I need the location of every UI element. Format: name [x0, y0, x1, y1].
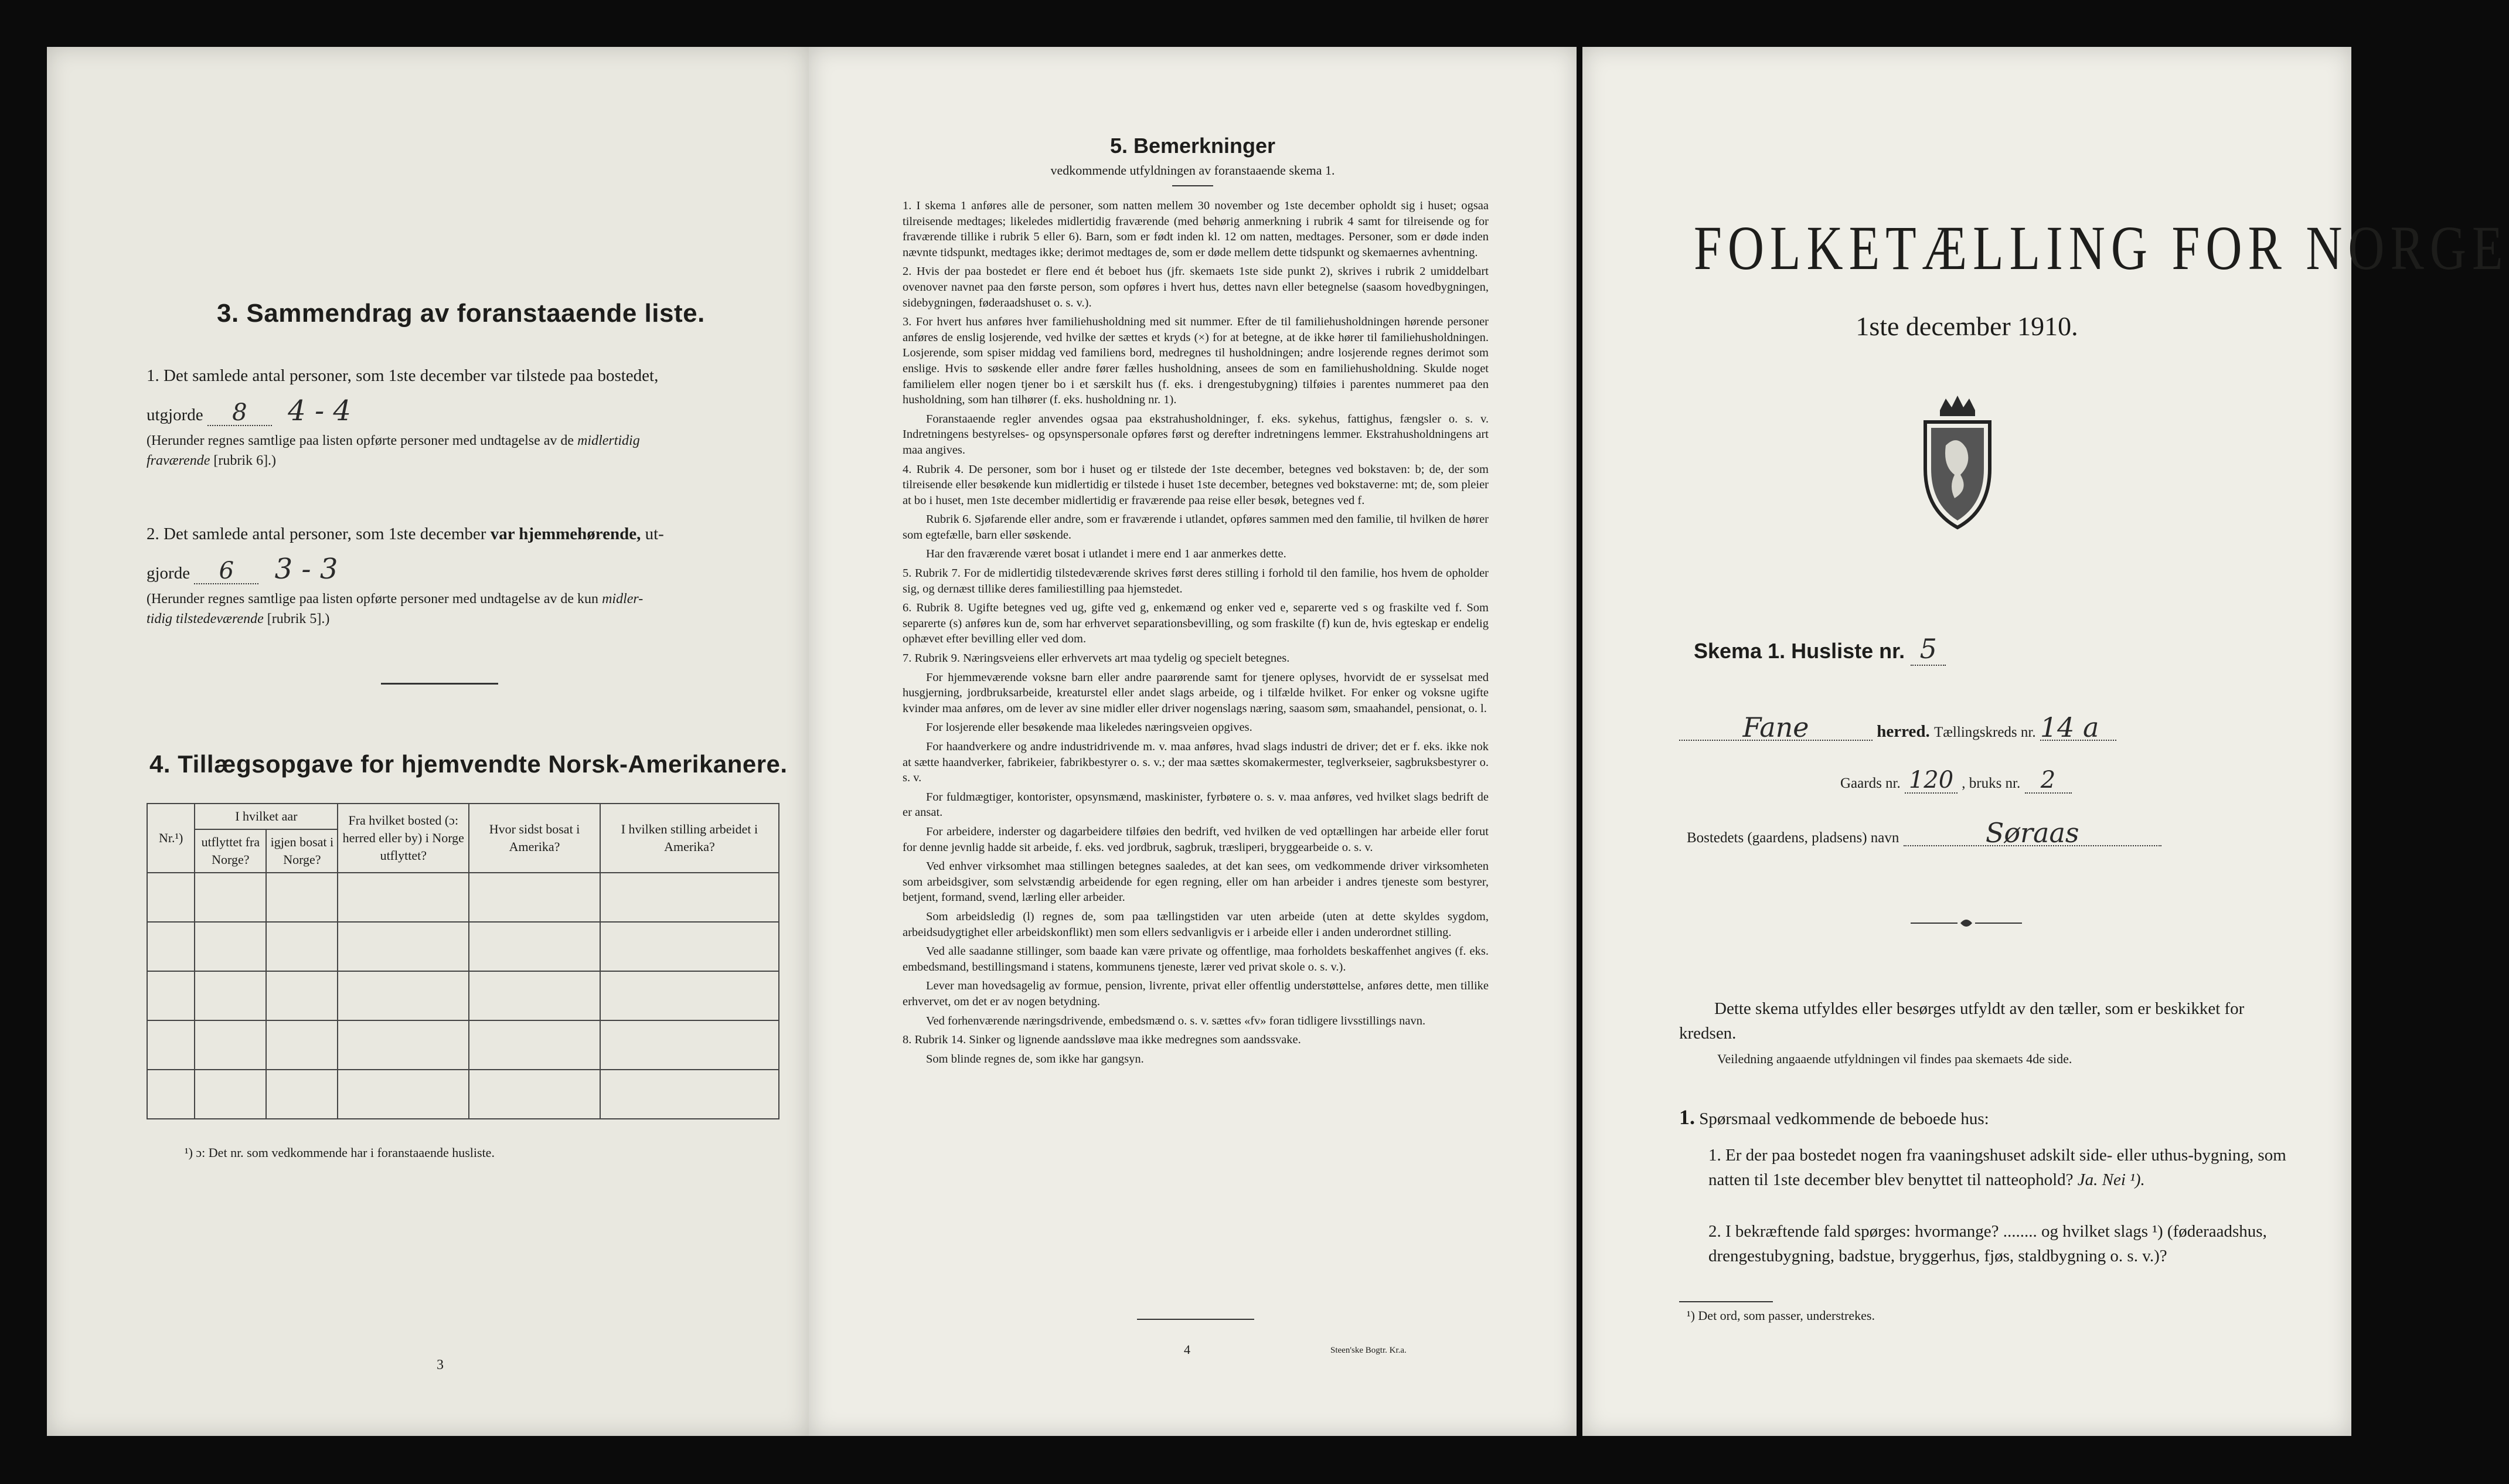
page-number: 3: [437, 1357, 444, 1373]
census-date: 1ste december 1910.: [1856, 311, 2078, 341]
gaards-label: Gaards nr.: [1840, 775, 1901, 791]
divider: [381, 683, 498, 685]
col-emigrated: utflyttet fra Norge?: [195, 829, 266, 873]
remark-7g: Ved enhver virksomhet maa stillingen betegnes saaledes, at det kan sees, om vedkommende driver virksomheten som arbeidsgiver, som selvstændig arbeidende for egen regning, eller om han arbeider i andres tjeneste som bestyrer, betjent, formand, svend, lærling eller arbeider.: [903, 860, 1489, 904]
item1-note-b: midlertidig: [577, 433, 640, 448]
remark-7k: Ved forhenværende næringsdrivende, embedsmænd o. s. v. sættes «fv» foran tidligere livsstillings navn.: [926, 1014, 1426, 1027]
item1-prefix: utgjorde: [147, 406, 203, 424]
question-1-answer: Ja. Nei ¹).: [2077, 1170, 2145, 1189]
item1-note-c: fraværende: [147, 453, 210, 468]
item2-handwritten-split: 3 - 3: [274, 553, 338, 586]
bosted-handwritten: Søraas: [1904, 821, 2161, 846]
item2-text-a: 2. Det samlede antal personer, som 1ste december: [147, 525, 486, 543]
table-row: [147, 922, 779, 971]
intro-small: Veiledning angaaende utfyldningen vil findes paa skemaets 4de side.: [1717, 1051, 2072, 1066]
remark-7b: For hjemmeværende voksne barn eller andre paarørende samt for tjenere oplyses, hvorvidt de er sysselsat med husgjerning, jordbruksarbeide, kreaturstel eller andet slags arbeide, og i tilfælde hvilket. For enker og voksne ugifte kvinder maa anføres, om de lever av sine midler eller driver nogenslags næring, saasom søm, smaahandel, pensionat, o. l.: [903, 670, 1489, 715]
item2: [147, 522, 791, 629]
col-from-place: Fra hvilket bosted (ɔ: herred eller by) i Norge utflyttet?: [338, 804, 469, 873]
section4-title: 4. Tillægsopgave for hjemvendte Norsk-Amerikanere.: [149, 750, 788, 778]
right-footnote: ¹) Det ord, som passer, understrekes.: [1687, 1308, 1875, 1323]
bruks-label: , bruks nr.: [1962, 775, 2021, 791]
coat-of-arms-icon: [1914, 387, 2001, 533]
remarks-body: [903, 198, 1489, 1070]
item1-handwritten-count: 8: [207, 400, 272, 426]
kreds-handwritten: 14 a: [2040, 715, 2116, 741]
remark-7: 7. Rubrik 9. Næringsveiens eller erhvervets art maa tydelig og specielt betegnes.: [903, 652, 1290, 665]
item2-prefix: gjorde: [147, 564, 190, 583]
remark-7e: For fuldmægtiger, kontorister, opsynsmænd, maskinister, fyrbøtere o. s. v. maa anføres, ved hvilket slags bedrift de er ansat.: [903, 790, 1489, 819]
kreds-label: Tællingskreds nr.: [1933, 724, 2036, 740]
gaards-line: [1840, 768, 2072, 796]
item1: [147, 363, 791, 471]
remarks-subtitle: vedkommende utfyldningen av foranstaaende skema 1.: [1050, 163, 1335, 178]
end-divider: [1137, 1319, 1254, 1320]
question-heading-number: 1.: [1679, 1105, 1695, 1129]
item2-note-d: [rubrik 5].): [267, 611, 330, 627]
table-row: [147, 1020, 779, 1070]
remark-1: 1. I skema 1 anføres alle de personer, som natten mellem 30 november og 1ste december opholdt sig i huset; ogsaa tilreisende medtages; likeledes midlertidig fraværende (med behørig anmerkning i rubrik 4 samt for tilreisende og for fraværende tillike i rubrik 5 eller 6). Barn, som er født inden kl. 12 om natten, medtages. Personer, som er døde inden nævnte tidspunkt, medtages ikke; derimot medtages de, som er døde mellem dette tidspunkt og skemaernes avhentning.: [903, 199, 1489, 259]
herred-line: [1679, 712, 2324, 745]
census-title: FOLKETÆLLING FOR NORGE: [1694, 212, 2509, 283]
printer-mark: Steen'ske Bogtr. Kr.a.: [1330, 1346, 1407, 1355]
schema-label: Skema 1. Husliste nr.: [1694, 639, 1905, 663]
col-last-residence: Hvor sidst bosat i Amerika?: [469, 804, 600, 873]
item2-handwritten-count: 6: [194, 559, 258, 584]
bosted-label: Bostedets (gaardens, pladsens) navn: [1687, 830, 1899, 846]
remark-2: 2. Hvis der paa bostedet er flere end ét beboet hus (jfr. skemaets 1ste side punkt 2), skrives i rubrik 2 umiddelbart ovenover navnet paa den første person, som opføres i hvert hus, dettes navn eller betegnelse (saasom hovedbygningen, sidebygningen, føderaadshuset o. s. v.).: [903, 265, 1489, 309]
remark-7i: Ved alle saadanne stillinger, som baade kan være private og offentlige, maa forholdets beskaffenhet angives (f. eks. embedsmand, bestillingsmand i statens, kommunens tjeneste, lærer ved privat skole o. s. v.).: [903, 945, 1489, 974]
remark-4c: Har den fraværende været bosat i utlandet i mere end 1 aar anmerkes dette.: [926, 547, 1286, 561]
col-position: I hvilken stilling arbeidet i Amerika?: [600, 804, 779, 873]
col-group-year: I hvilket aar: [195, 804, 338, 829]
remarks-title: 5. Bemerkninger: [1109, 134, 1276, 158]
item1-note-d: [rubrik 6].): [213, 453, 277, 468]
remark-7c: For losjerende eller besøkende maa likeledes næringsveien opgives.: [926, 721, 1252, 734]
question-heading: [1679, 1105, 1989, 1131]
table-row: [147, 971, 779, 1020]
herred-handwritten: Fane: [1679, 715, 1873, 741]
herred-label: herred.: [1877, 722, 1930, 741]
husliste-number-handwritten: 5: [1911, 633, 1946, 666]
item2-text-c: ut-: [645, 525, 664, 543]
remark-7d: For haandverkere og andre industridrivende m. v. maa anføres, hvad slags industri de driver; det er f. eks. ikke nok at sætte haandverker, fabrikeier, fabrikbestyrer o. s. v.; der maa sættes skomakermester, teglverkseier, sagbruksbestyrer o. s. v.: [903, 740, 1489, 785]
footnote-divider: [1679, 1301, 1773, 1302]
item2-text-b: var hjemmehørende,: [490, 525, 641, 543]
remark-8b: Som blinde regnes de, som ikke har gangsyn.: [926, 1052, 1144, 1066]
bruks-handwritten: 2: [2025, 768, 2072, 794]
remark-4: 4. Rubrik 4. De personer, som bor i huset og er tilstede der 1ste december, betegnes ved bokstaven: b; de, der som tilreisende eller besøkende kun midlertidig er tilstede i huset 1ste december, betegnes ved bokstaverne: mt; de, som pleier at bo i huset, men 1ste december midlertidig er fraværende paa reise eller besøk, betegnes ved f.: [903, 462, 1489, 507]
remark-7h: Som arbeidsledig (l) regnes de, som paa tællingstiden var uten arbeide (uten at dette skyldes sygdom, arbeidsudygtighet eller arbeidskonflikt) men som ellers sedvanligvis er i arbeide eller i anden underordnet stilling.: [903, 910, 1489, 939]
table-row: [147, 873, 779, 922]
item1-text: 1. Det samlede antal personer, som 1ste december var tilstede paa bostedet,: [147, 366, 659, 385]
item2-note-c: tidig tilstedeværende: [147, 611, 264, 627]
title-divider: [1172, 185, 1213, 186]
item2-note-a: (Herunder regnes samtlige paa listen opførte personer med undtagelse av de kun: [147, 591, 599, 607]
remark-6: 6. Rubrik 8. Ugifte betegnes ved ug, gifte ved g, enkemænd og enker ved e, separerte ved s og fraskilte ved f. Som separerte (s) anføres kun de, som har erhvervet separationsbevilling, og som fraskilte (f) kun de, hvis egteskap er endelig ophævet efter bevilling eller ved dom.: [903, 601, 1489, 646]
item1-note-a: (Herunder regnes samtlige paa listen opførte personer med undtagelse av de: [147, 433, 574, 448]
remark-4b: Rubrik 6. Sjøfarende eller andre, som er fraværende i utlandet, opføres sammen med den familie, til hvilken de hører som egtefælle, barn eller søskende.: [903, 513, 1489, 542]
col-returned: igjen bosat i Norge?: [266, 829, 338, 873]
remark-7j: Lever man hovedsagelig av formue, pension, livrente, privat eller offentlig understøttelse, anføres dette, men tillike erhvervet, om det er av nogen betydning.: [903, 979, 1489, 1008]
bosted-line: [1687, 817, 2161, 850]
remark-3b: Foranstaaende regler anvendes ogsaa paa ekstrahusholdninger, f. eks. sykehus, fattighus, fængsler o. s. v. Indretningens bestyrelses- og opsynspersonale opføres først og derefter indretningens lemmer. Ekstrahusholdningens art maa angives.: [903, 412, 1489, 457]
norsk-amerikanere-table: [147, 803, 779, 1119]
remark-5: 5. Rubrik 7. For de midlertidig tilstedeværende skrives først deres stilling i forhold til den familie, hos hvem de opholder sig, og dernæst tillike deres familiestilling paa hjemstedet.: [903, 567, 1489, 595]
item1-handwritten-split: 4 - 4: [288, 394, 351, 427]
remark-7f: For arbeidere, inderster og dagarbeidere tilføies den bedrift, ved hvilken de ved optællingen har arbeide eller forut for denne jevnlig hadde sit arbeide, f. eks. ved jordbruk, sagbruk, træsliperi, bryggearbeide o. s. v.: [903, 825, 1489, 854]
section3-title: 3. Sammendrag av foranstaaende liste.: [217, 299, 705, 328]
right-page: [1582, 47, 2509, 1436]
page-number: 4: [1184, 1342, 1190, 1357]
question-1-text: 1. Er der paa bostedet nogen fra vaaningshuset adskilt side- eller uthus-bygning, som natten til 1ste december blev benyttet til natteophold?: [1708, 1146, 2286, 1189]
remark-8: 8. Rubrik 14. Sinker og lignende aandssløve maa ikke medregnes som aandssvake.: [903, 1033, 1301, 1047]
question-heading-text: Spørsmaal vedkommende de beboede hus:: [1699, 1109, 1989, 1128]
question-2: 2. I bekræftende fald spørges: hvormange? ........ og hvilket slags ¹) (føderaadshus, drengestubygning, badstue, bryggerhus, fjøs, staldbygning o. s. v.)?: [1708, 1222, 2267, 1265]
question-1: [1708, 1143, 2324, 1192]
remark-3: 3. For hvert hus anføres hver familiehusholdning med sit nummer. Efter de til familiehusholdningen hørende personer anføres de enslig losjerende, ved hvilke der sættes et kryds (×) for at betegne, at de ikke hører til familiehusholdningen. Losjerende, som spiser middag ved familiens bord, medregnes til husholdningen; andre losjerende regnes derimot som enslige. Hvis to søskende eller andre fører fælles husholdning, ansees de som en familiehusholdning. Skulde noget familielem eller nogen tjener bo i et særskilt hus (f. eks. i drengestubygning) tilføies i parentes nummeret paa den husholdning, som han tilhører (f. eks. husholdning nr. 1).: [903, 315, 1489, 407]
schema-line: [1694, 633, 1946, 666]
col-nr: Nr.¹): [147, 804, 195, 873]
table-row: [147, 1070, 779, 1119]
item2-note-b: midler-: [602, 591, 644, 607]
left-page: [47, 47, 809, 1436]
ornament-divider-icon: [1911, 914, 2022, 932]
middle-page: [809, 47, 1577, 1436]
gaards-handwritten: 120: [1905, 768, 1958, 794]
table-footnote: ¹) ɔ: Det nr. som vedkommende har i foranstaaende husliste.: [185, 1145, 495, 1160]
intro-text: Dette skema utfyldes eller besørges utfyldt av den tæller, som er beskikket for kredsen.: [1679, 999, 2245, 1043]
